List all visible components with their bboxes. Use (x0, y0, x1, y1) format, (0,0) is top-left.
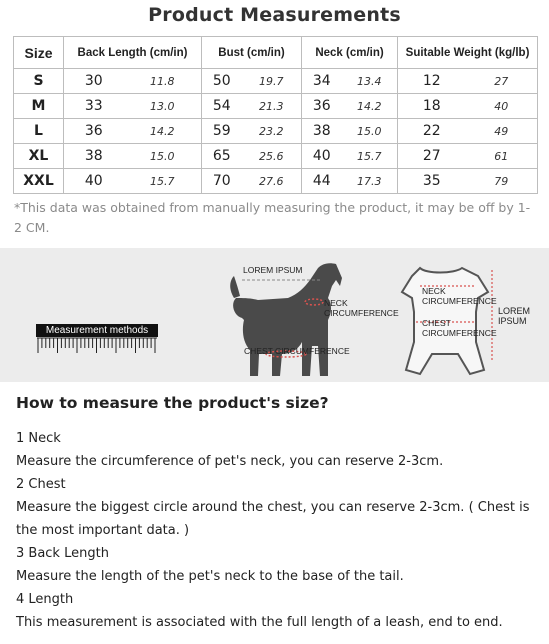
back-length-cm: 38 (64, 144, 124, 169)
step-line: 3 Back Length (16, 546, 109, 561)
weight-lb: 49 (466, 119, 538, 144)
back-length-cm: 36 (64, 119, 124, 144)
weight-lb: 27 (466, 69, 538, 94)
step-line: 4 Length (16, 592, 74, 607)
neck-in: 15.0 (342, 119, 398, 144)
step-line: Measure the length of the pet's neck to the base of the tail. (16, 569, 404, 584)
neck-cm: 36 (302, 94, 342, 119)
table-row (14, 94, 538, 119)
weight-kg: 18 (398, 94, 466, 119)
bust-in: 25.6 (242, 144, 302, 169)
bust-cm: 65 (202, 144, 242, 169)
dog-chest-label: CHEST CIRCUMFERENCE (244, 346, 350, 356)
weight-kg: 22 (398, 119, 466, 144)
back-length-cm: 33 (64, 94, 124, 119)
measurement-illustration (0, 248, 549, 382)
row-size: XL (14, 144, 64, 169)
neck-cm: 40 (302, 144, 342, 169)
header-bust: Bust (cm/in) (202, 37, 302, 69)
back-length-in: 13.0 (124, 94, 202, 119)
how-to-heading: How to measure the product's size? (16, 394, 329, 412)
table-row (14, 144, 538, 169)
how-to-steps (16, 427, 542, 634)
measurement-note: *This data was obtained from manually measuring the product, it may be off by 1-2 CM. (14, 200, 531, 235)
row-size: XXL (14, 169, 64, 194)
bust-cm: 50 (202, 69, 242, 94)
header-size: Size (14, 37, 64, 69)
step-line: Measure the circumference of pet's neck, you can reserve 2-3cm. (16, 454, 444, 469)
size-table (13, 36, 538, 194)
dog-neck-label: NECK CIRCUMFERENCE (324, 298, 399, 318)
bust-in: 21.3 (242, 94, 302, 119)
bust-in: 27.6 (242, 169, 302, 194)
back-length-in: 11.8 (124, 69, 202, 94)
step-line: 1 Neck (16, 431, 61, 446)
neck-in: 14.2 (342, 94, 398, 119)
bust-in: 23.2 (242, 119, 302, 144)
row-size: L (14, 119, 64, 144)
header-back-length: Back Length (cm/in) (64, 37, 202, 69)
weight-kg: 35 (398, 169, 466, 194)
step-line: This measurement is associated with the full length of a leash, end to end. (16, 615, 503, 630)
back-length-in: 15.7 (124, 169, 202, 194)
header-neck: Neck (cm/in) (302, 37, 398, 69)
table-header-row (14, 37, 538, 69)
neck-in: 13.4 (342, 69, 398, 94)
weight-lb: 40 (466, 94, 538, 119)
bust-cm: 54 (202, 94, 242, 119)
header-weight: Suitable Weight (kg/lb) (398, 37, 538, 69)
measurement-methods-label: Measurement methods (36, 324, 158, 337)
back-length-cm: 40 (64, 169, 124, 194)
back-length-in: 14.2 (124, 119, 202, 144)
neck-in: 17.3 (342, 169, 398, 194)
lorem-ipsum-label: LOREM IPSUM (243, 265, 303, 275)
dog-silhouette-icon (228, 258, 348, 380)
garment-length-label: LOREM IPSUM (498, 306, 531, 326)
neck-cm: 44 (302, 169, 342, 194)
bust-cm: 59 (202, 119, 242, 144)
page-title: Product Measurements (148, 4, 401, 26)
back-length-cm: 30 (64, 69, 124, 94)
weight-kg: 12 (398, 69, 466, 94)
row-size: S (14, 69, 64, 94)
neck-cm: 38 (302, 119, 342, 144)
weight-lb: 79 (466, 169, 538, 194)
neck-cm: 34 (302, 69, 342, 94)
back-length-in: 15.0 (124, 144, 202, 169)
garment-chest-label: CHEST CIRCUMFERENCE (422, 318, 497, 338)
table-row (14, 119, 538, 144)
ruler-icon (36, 337, 158, 355)
weight-kg: 27 (398, 144, 466, 169)
table-row (14, 169, 538, 194)
step-line: 2 Chest (16, 477, 66, 492)
table-row (14, 69, 538, 94)
bust-in: 19.7 (242, 69, 302, 94)
weight-lb: 61 (466, 144, 538, 169)
bust-cm: 70 (202, 169, 242, 194)
row-size: M (14, 94, 64, 119)
garment-neck-label: NECK CIRCUMFERENCE (422, 286, 497, 306)
step-line: Measure the biggest circle around the chest, you can reserve 2-3cm. ( Chest is the most important data. ) (16, 500, 530, 538)
neck-in: 15.7 (342, 144, 398, 169)
